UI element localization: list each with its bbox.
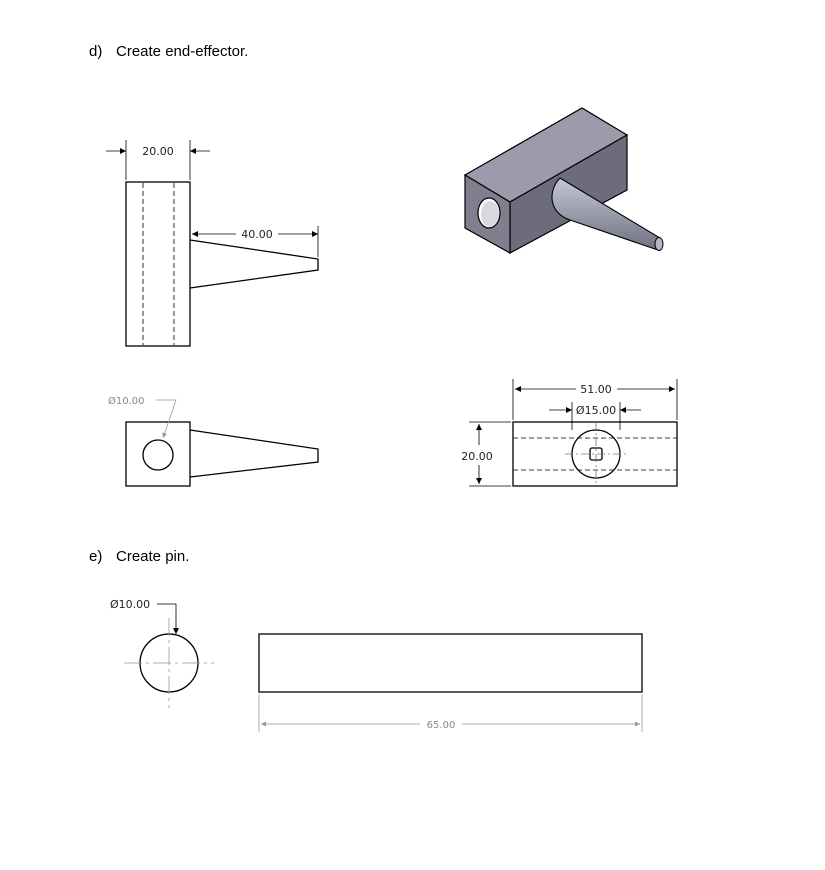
cone-diameter-dim: Ø15.00 (575, 404, 617, 417)
block-outline-top (513, 422, 677, 486)
block-outline-side (126, 422, 190, 486)
hole-diameter-dim: Ø10.00 (108, 396, 145, 407)
isometric-view (465, 108, 663, 253)
side-view (108, 395, 318, 486)
block-width-dim: 20.00 (142, 145, 174, 158)
cone-outline-front (190, 240, 318, 288)
section-d-label: d) (89, 43, 103, 60)
pin-rectangle (259, 634, 642, 692)
pin-end-view (110, 598, 214, 708)
block-outline (126, 182, 190, 346)
section-e-label: e) (89, 548, 103, 565)
total-length-dim: 51.00 (580, 383, 612, 396)
pin-diameter-dim: Ø10.00 (110, 598, 151, 611)
section-e-title: Create pin. (116, 548, 190, 565)
block-height-dim: 20.00 (461, 450, 493, 463)
cone-length-dim: 40.00 (241, 228, 273, 241)
top-view (461, 379, 677, 486)
pin-side-view (259, 634, 642, 732)
front-view (106, 140, 318, 346)
section-d-title: Create end-effector. (116, 43, 249, 60)
hole-circle (143, 440, 173, 470)
cone-tip-iso (655, 238, 663, 251)
pin-length-dim: 65.00 (426, 720, 456, 731)
cone-outline-side (190, 430, 318, 477)
